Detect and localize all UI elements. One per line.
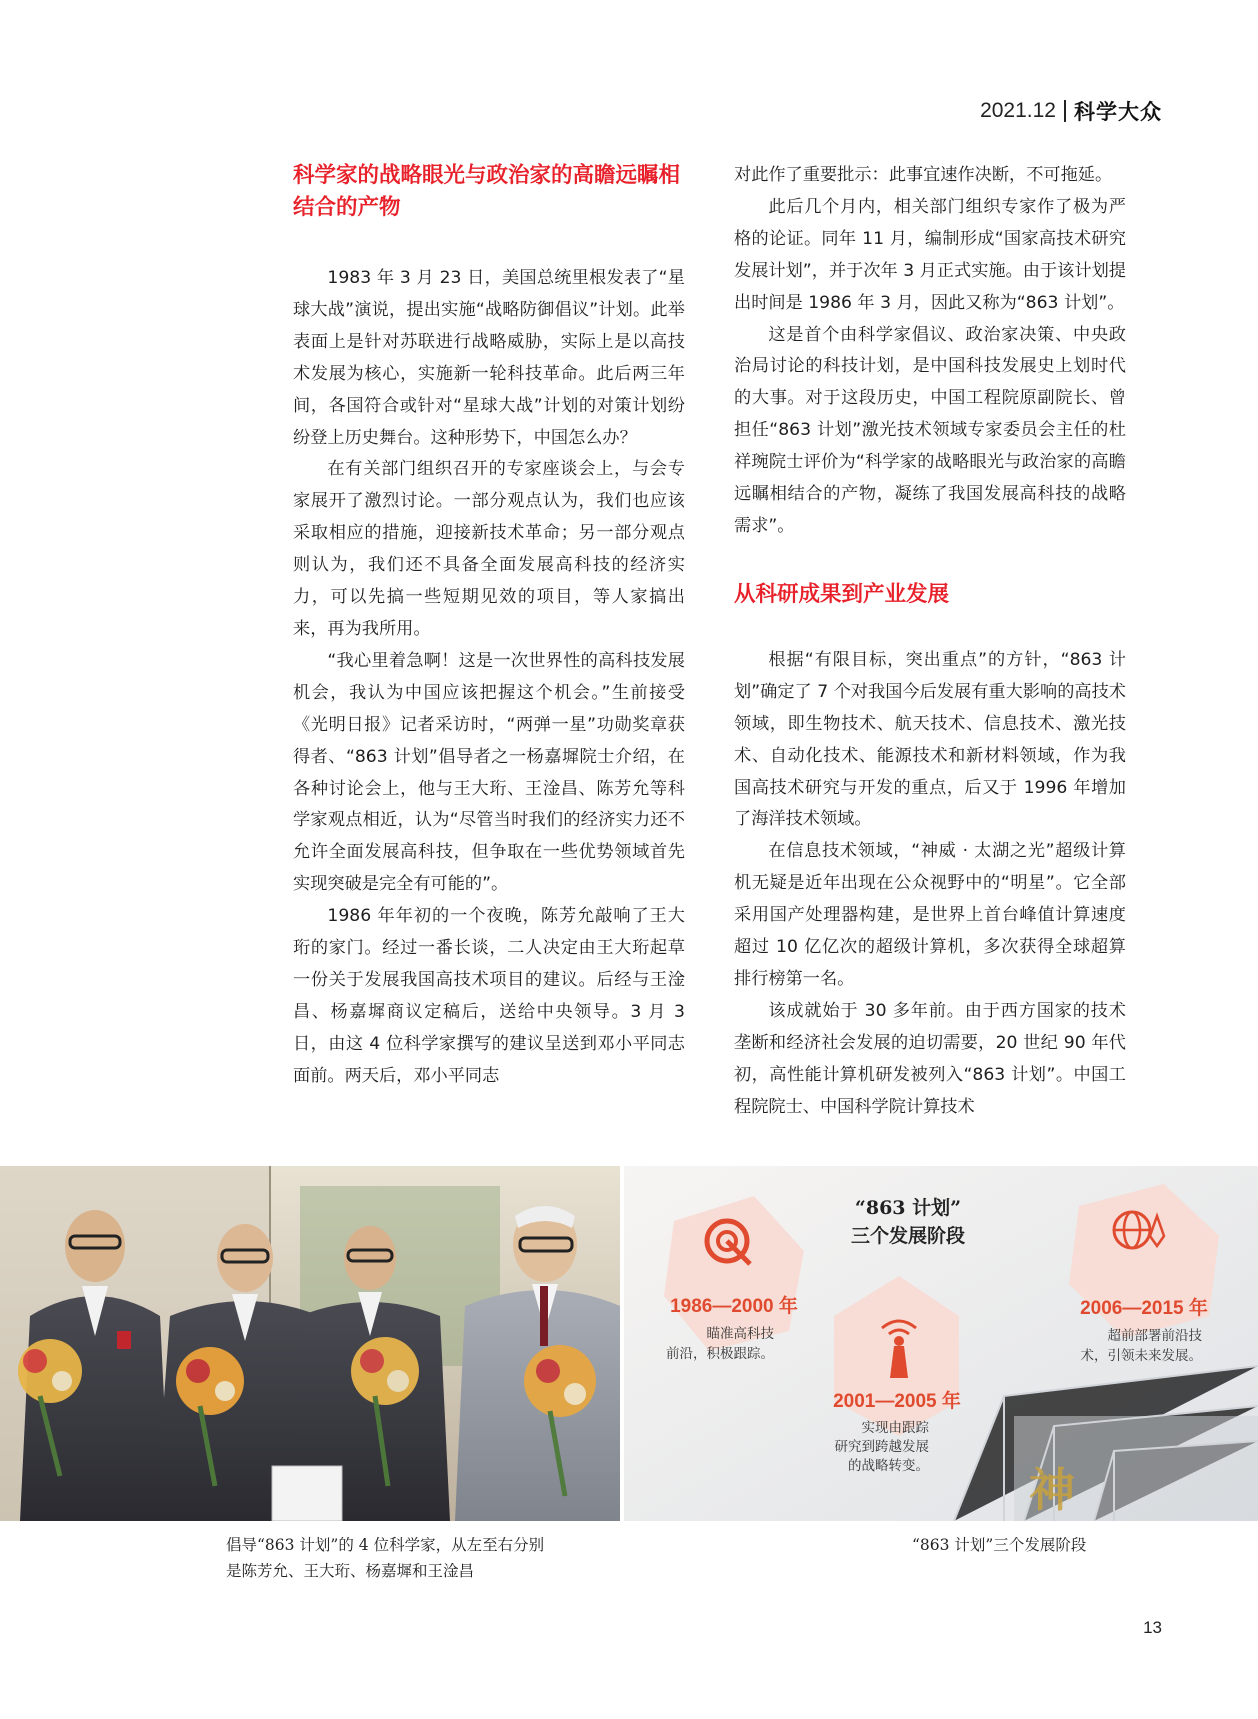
infographic-caption: “863 计划”三个发展阶段 [912,1536,1087,1554]
stage-1-desc: 瞄准高科技 [706,1326,774,1342]
header-divider [1064,100,1066,122]
paragraph: 此后几个月内，相关部门组织专家作了极为严格的论证。同年 11 月，编制形成“国家高技术研究发展计划”，并于次年 3 月正式实施。由于该计划提出时间是 1986 年 3 月，因此又称为“863 计划”。 [734,196,1126,313]
infographic-title-line2: 三个发展阶段 [850,1225,966,1247]
section-heading-2: 从科研成果到产业发展 [734,581,950,607]
stage-3-desc: 超前部署前沿技 [1107,1328,1202,1344]
section-heading-1: 科学家的战略眼光与政治家的高瞻远瞩相结合的产物 [293,163,681,220]
right-column [734,160,1126,1123]
stage-2-years: 2001—2005 年 [833,1391,961,1412]
paragraph: 根据“有限目标，突出重点”的方针，“863 计划”确定了 7 个对我国今后发展有重大影响的高技术领域，即生物技术、航天技术、信息技术、激光技术、自动化技术、能源技术和新材料领域，作为我国高技术研究与开发的重点，后又于 1996 年增加了海洋技术领域。 [734,649,1126,830]
paragraph: 在有关部门组织召开的专家座谈会上，与会专家展开了激烈讨论。一部分观点认为，我们也应该采取相应的措施，迎接新技术革命；另一部分观点则认为，我们还不具备全面发展高科技的经济实力，可以先搞一些短期见效的项目，等人家搞出来，再为我所用。 [293,459,685,639]
stage-2-desc: 研究到跨越发展 [834,1439,929,1455]
issue-date: 2021.12 [980,99,1056,122]
stage-1-desc: 前沿，积极跟踪。 [666,1346,774,1362]
paragraph: “我心里着急啊！这是一次世界性的高科技发展机会，我认为中国应该把握这个机会。”生前接受《光明日报》记者采访时，“两弹一星”功勋奖章获得者、“863 计划”倡导者之一杨嘉墀院士介绍，在各种讨论会上，他与王大珩、王淦昌、陈芳允等科学家观点相近，认为“尽管当时我们的经济实力还不允许全面发展高科技，但争取在一些优势领域首先实现突破是完全有可能的”。 [293,650,685,895]
stage-2-desc: 的战略转变。 [848,1458,929,1474]
left-column [293,160,685,1093]
stage-1-years: 1986—2000 年 [670,1296,798,1317]
stages-infographic [624,1166,1258,1521]
page-number: 13 [1143,1618,1162,1637]
signage-character: 神 [1029,1463,1075,1517]
running-header [980,96,1162,126]
paragraph: 该成就始于 30 多年前。由于西方国家的技术垄断和经济社会发展的迫切需要，20 世纪 90 年代初，高性能计算机研发被列入“863 计划”。中国工程院院士、中国科学院计算技术 [734,1000,1126,1117]
photo-caption [226,1532,646,1584]
magazine-logo: 科学大众 [1074,99,1162,124]
paragraph: 这是首个由科学家倡议、政治家决策、中央政治局讨论的科技计划，是中国科技发展史上划时代的大事。对于这段历史，中国工程院原副院长、曾担任“863 计划”激光技术领域专家委员会主任的杜祥琬院士评价为“科学家的战略眼光与政治家的高瞻远瞩相结合的产物，凝练了我国发展高科技的战略需求”。 [734,324,1126,536]
stage-2-desc: 实现由跟踪 [861,1420,929,1436]
caption-line: 倡导“863 计划”的 4 位科学家，从左至右分别 [226,1536,545,1554]
infographic-title-line1: “863 计划” [854,1197,962,1219]
paragraph: 在信息技术领域，“神威 · 太湖之光”超级计算机无疑是近年出现在公众视野中的“明星”。它全部采用国产处理器构建，是世界上首台峰值计算速度超过 10 亿亿次的超级计算机，多次获得全球超算排行榜第一名。 [734,841,1126,989]
scientists-photo [0,1166,620,1521]
paragraph: 1983 年 3 月 23 日，美国总统里根发表了“星球大战”演说，提出实施“战略防御倡议”计划。此举表面上是针对苏联进行战略威胁，实际上是以高技术发展为核心，实施新一轮科技革命。此后两三年间，各国符合或针对“星球大战”计划的对策计划纷纷登上历史舞台。这种形势下，中国怎么办？ [293,268,685,448]
stage-3-desc: 术，引领未来发展。 [1080,1348,1202,1364]
paragraph-continuation: 对此作了重要批示：此事宜速作决断，不可拖延。 [734,165,1113,185]
caption-line: 是陈芳允、王大珩、杨嘉墀和王淦昌 [226,1562,475,1580]
stage-3-years: 2006—2015 年 [1080,1298,1208,1319]
paragraph: 1986 年年初的一个夜晚，陈芳允敲响了王大珩的家门。经过一番长谈，二人决定由王大珩起草一份关于发展我国高技术项目的建议。后经与王淦昌、杨嘉墀商议定稿后，送给中央领导。3 月 3 日，由这 4 位科学家撰写的建议呈送到邓小平同志面前。两天后，邓小平同志 [293,906,685,1086]
